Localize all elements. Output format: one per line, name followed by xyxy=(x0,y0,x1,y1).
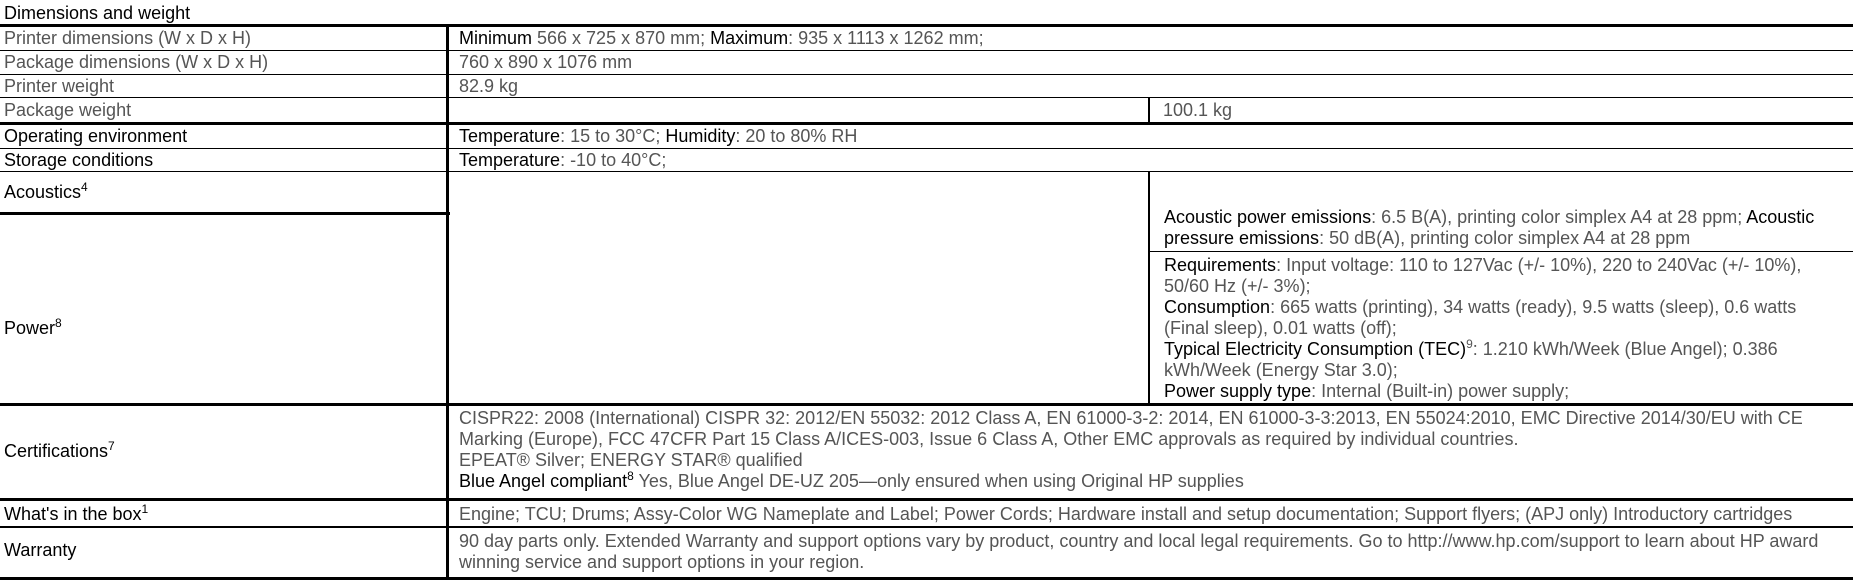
row-in-the-box xyxy=(0,500,1853,527)
row-package-dimensions xyxy=(0,51,1853,75)
column-divider-package-weight xyxy=(1148,98,1150,125)
certifications-footnote: 7 xyxy=(108,439,115,453)
key-st-temperature: Temperature xyxy=(459,150,561,170)
value-acoustics xyxy=(1164,207,1844,249)
val-power-supply: : Internal (Built-in) power supply; xyxy=(1311,381,1570,401)
tec-footnote: 9 xyxy=(1466,337,1473,351)
certifications-line1: CISPR22: 2008 (International) CISPR 32: 2012/EN 55032: 2012 Class A, EN 61000-3-2: 2014, EN 61000-3-3:2013, EN 55024:2010, EMC Directive 2014/30/EU with CE Marking (Europe), FCC 47CFR Part 15 Class A/ICES-003, Issue 6 Class A, Other EMC approvals as required by individual countries. xyxy=(459,408,1803,449)
key-op-humidity: Humidity xyxy=(665,126,736,146)
row-warranty xyxy=(0,527,1853,577)
label-package-weight: Package weight xyxy=(4,100,132,120)
acoustics-footnote: 4 xyxy=(81,180,88,194)
key-tec: Typical Electricity Consumption (TEC) xyxy=(1164,339,1467,359)
val-minimum: 566 x 725 x 870 mm; xyxy=(532,28,711,48)
divider-certifications xyxy=(0,498,1853,501)
value-printer-dimensions xyxy=(459,28,984,49)
label-operating-environment: Operating environment xyxy=(4,126,188,146)
key-power-supply: Power supply type xyxy=(1164,381,1312,401)
value-storage-conditions xyxy=(459,150,666,171)
acoustics-label-text: Acoustics xyxy=(4,182,82,202)
key-blue-angel: Blue Angel compliant xyxy=(459,471,628,491)
key-acoustic-pressure: Acoustic pressure emissions xyxy=(1164,207,1815,248)
divider-acoustics-right xyxy=(1148,251,1853,252)
blue-angel-footnote: 8 xyxy=(627,469,634,483)
val-op-humidity: : 20 to 80% RH xyxy=(735,126,858,146)
power-footnote: 8 xyxy=(55,316,62,330)
key-requirements: Requirements xyxy=(1164,255,1277,275)
column-divider-main xyxy=(446,27,449,580)
row-power xyxy=(0,252,1853,404)
row-printer-dimensions xyxy=(0,27,1853,51)
label-warranty: Warranty xyxy=(4,540,77,560)
row-package-weight xyxy=(0,98,1853,125)
value-package-dimensions: 760 x 890 x 1076 mm xyxy=(459,52,633,72)
key-op-temperature: Temperature xyxy=(459,126,561,146)
divider-in-the-box xyxy=(0,526,1853,528)
val-acoustic-power: : 6.5 B(A), printing color simplex A4 at 28 ppm; xyxy=(1371,207,1747,227)
value-in-the-box: Engine; TCU; Drums; Assy-Color WG Nameplate and Label; Power Cords; Hardware install and setup documentation; Support flyers; (APJ only) Introductory cartridges xyxy=(459,504,1793,524)
label-printer-weight: Printer weight xyxy=(4,76,115,96)
row-storage-conditions xyxy=(0,149,1853,172)
power-label-text: Power xyxy=(4,318,56,338)
val-consumption: : 665 watts (printing), 34 watts (ready), 9.5 watts (sleep), 0.6 watts (Final sleep), 0.01 watts (off); xyxy=(1164,297,1797,338)
val-requirements: : Input voltage: 110 to 127Vac (+/- 10%), 220 to 240Vac (+/- 10%), 50/60 Hz (+/- 3%); xyxy=(1164,255,1802,296)
label-power xyxy=(4,318,62,339)
key-acoustic-power: Acoustic power emissions xyxy=(1164,207,1372,227)
value-package-weight: 100.1 kg xyxy=(1163,100,1233,120)
certifications-line2: EPEAT® Silver; ENERGY STAR® qualified xyxy=(459,450,803,470)
value-power xyxy=(1164,255,1844,402)
key-consumption: Consumption xyxy=(1164,297,1271,317)
label-certifications xyxy=(4,441,115,462)
label-package-dimensions: Package dimensions (W x D x H) xyxy=(4,52,269,72)
section-title: Dimensions and weight xyxy=(4,3,191,23)
in-the-box-footnote: 1 xyxy=(141,502,149,516)
val-st-temperature: : -10 to 40°C; xyxy=(560,150,667,170)
value-operating-environment xyxy=(459,126,857,147)
value-certifications xyxy=(459,408,1844,492)
column-divider-acoustics-power xyxy=(1148,172,1150,404)
val-blue-angel: Yes, Blue Angel DE-UZ 205—only ensured when using Original HP supplies xyxy=(633,471,1244,491)
label-printer-dimensions: Printer dimensions (W x D x H) xyxy=(4,28,252,48)
val-acoustic-pressure: : 50 dB(A), printing color simplex A4 at 28 ppm xyxy=(1319,228,1691,248)
label-acoustics xyxy=(4,182,88,203)
section-header xyxy=(0,0,1853,27)
value-warranty: 90 day parts only. Extended Warranty and support options vary by product, country and local legal requirements. Go to http://www.hp.com/support to learn about HP award winning service and support options in your region. xyxy=(459,531,1819,572)
row-certifications xyxy=(0,404,1853,500)
divider-power xyxy=(0,403,1853,406)
label-in-the-box xyxy=(4,504,148,525)
key-maximum: Maximum xyxy=(710,28,789,48)
divider-warranty xyxy=(0,577,1853,580)
key-minimum: Minimum xyxy=(459,28,533,48)
value-printer-weight: 82.9 kg xyxy=(459,76,519,96)
certifications-label-text: Certifications xyxy=(4,441,109,461)
val-op-temperature: : 15 to 30°C; xyxy=(560,126,666,146)
val-maximum: : 935 x 1113 x 1262 mm; xyxy=(788,28,984,48)
label-storage-conditions: Storage conditions xyxy=(4,150,154,170)
row-operating-environment xyxy=(0,125,1853,149)
val-tec: : 1.210 kWh/Week (Blue Angel); 0.386 kWh/Week (Energy Star 3.0); xyxy=(1164,339,1778,380)
divider-acoustics-left xyxy=(0,212,450,215)
row-printer-weight xyxy=(0,75,1853,98)
in-the-box-label-text: What's in the box xyxy=(4,504,142,524)
